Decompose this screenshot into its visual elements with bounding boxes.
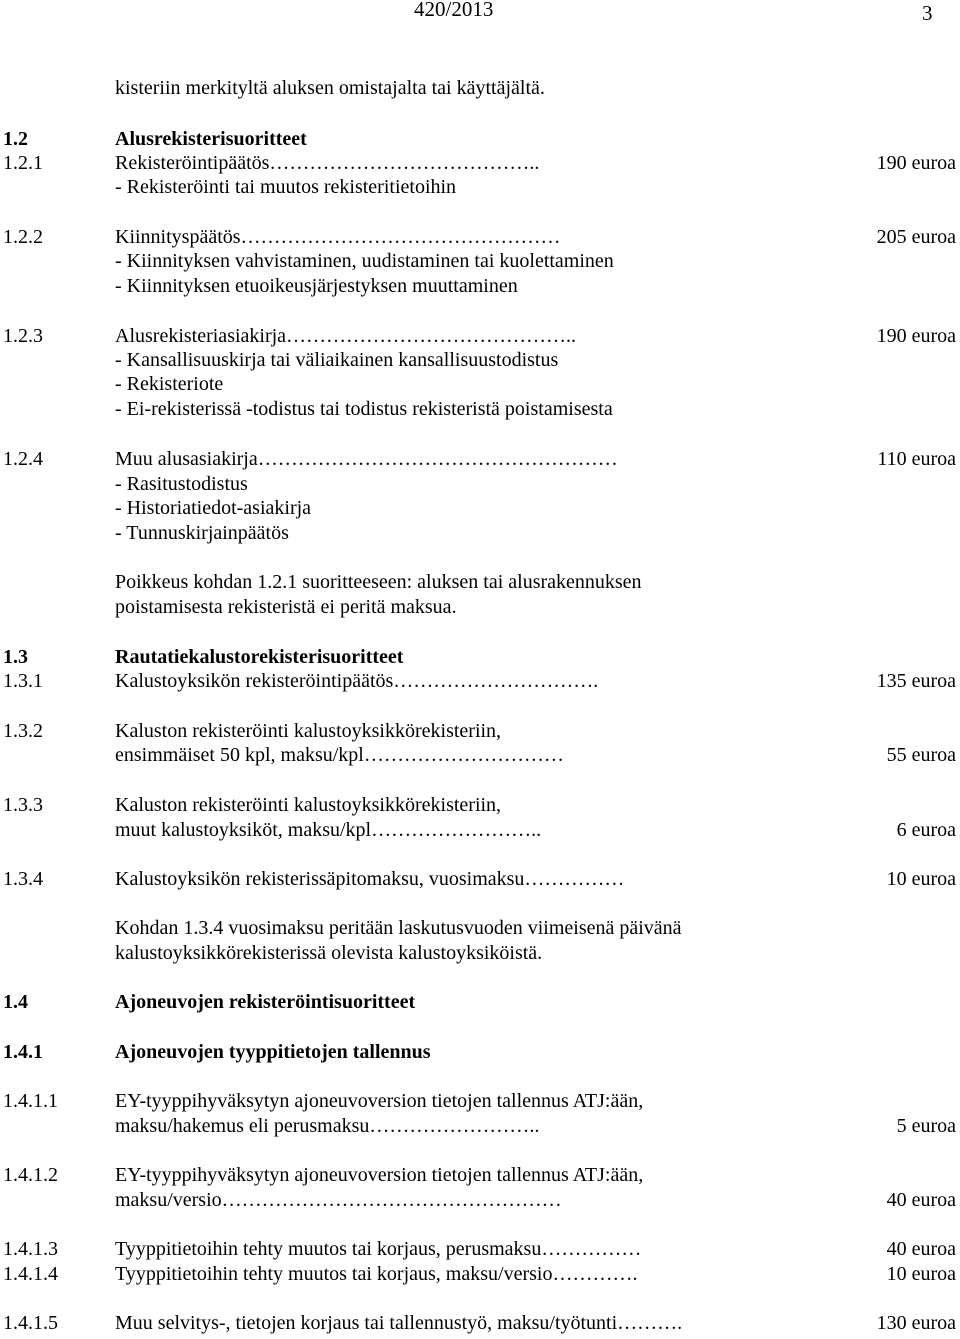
item-price: 40 euroa <box>886 1238 956 1260</box>
item-subline: - Rekisteröinti tai muutos rekisteritietoihin <box>115 176 457 198</box>
item-number: 1.4.1.5 <box>3 1312 58 1334</box>
item-price: 10 euroa <box>886 1263 956 1285</box>
item-subline: - Rekisteriote <box>115 373 224 395</box>
item-price: 205 euroa <box>876 226 956 248</box>
item-number: 1.4.1.4 <box>3 1263 58 1285</box>
item-subline: - Rasitustodistus <box>115 473 248 495</box>
item-price: 110 euroa <box>877 448 956 470</box>
note-text: poistamisesta rekisteristä ei peritä maksua. <box>115 596 457 618</box>
item-text: Alusrekisteriasiakirja…………………………………….. <box>115 325 577 347</box>
item-number: 1.4.1.2 <box>3 1164 58 1186</box>
subsection-title: Ajoneuvojen tyyppitietojen tallennus <box>115 1041 431 1063</box>
item-price: 10 euroa <box>886 868 956 890</box>
item-text: maksu/hakemus eli perusmaksu…………………….. <box>115 1115 540 1137</box>
item-text: maksu/versio…………………………………………… <box>115 1189 562 1211</box>
item-subline: - Ei-rekisterissä -todistus tai todistus rekisteristä poistamisesta <box>115 398 613 420</box>
document-number: 420/2013 <box>414 0 494 21</box>
item-price: 40 euroa <box>886 1189 956 1211</box>
intro-text: kisteriin merkityltä aluksen omistajalta tai käyttäjältä. <box>115 77 545 99</box>
item-subline: - Kiinnityksen etuoikeusjärjestyksen muuttaminen <box>115 275 518 297</box>
item-subline: - Tunnuskirjainpäätös <box>115 522 289 544</box>
item-text: EY-tyyppihyväksytyn ajoneuvoversion tietojen tallennus ATJ:ään, <box>115 1164 644 1186</box>
section-number: 1.2 <box>3 128 28 150</box>
note-text: Poikkeus kohdan 1.2.1 suoritteeseen: aluksen tai alusrakennuksen <box>115 571 642 593</box>
item-text: Rekisteröintipäätös………………………………….. <box>115 152 540 174</box>
subsection-number: 1.4.1 <box>3 1041 43 1063</box>
item-text: Kalustoyksikön rekisteröintipäätös…………………………. <box>115 670 599 692</box>
item-price: 6 euroa <box>896 819 956 841</box>
item-text: Kalustoyksikön rekisterissäpitomaksu, vuosimaksu…………… <box>115 868 625 890</box>
item-text: ensimmäiset 50 kpl, maksu/kpl………………………… <box>115 744 564 766</box>
section-title: Ajoneuvojen rekisteröintisuoritteet <box>115 991 416 1013</box>
item-subline: - Kiinnityksen vahvistaminen, uudistaminen tai kuolettaminen <box>115 250 614 272</box>
section-title: Alusrekisterisuoritteet <box>115 128 307 150</box>
item-price: 5 euroa <box>896 1115 956 1137</box>
item-number: 1.2.1 <box>3 152 43 174</box>
item-subline: - Kansallisuuskirja tai väliaikainen kansallisuustodistus <box>115 349 559 371</box>
item-number: 1.2.3 <box>3 325 43 347</box>
item-price: 190 euroa <box>876 152 956 174</box>
item-number: 1.2.4 <box>3 448 43 470</box>
item-text: Tyyppitietoihin tehty muutos tai korjaus, maksu/versio…………. <box>115 1263 638 1285</box>
item-price: 190 euroa <box>876 325 956 347</box>
item-text: Tyyppitietoihin tehty muutos tai korjaus, perusmaksu…………… <box>115 1238 642 1260</box>
item-text: Kaluston rekisteröinti kalustoyksikkörekisteriin, <box>115 720 502 742</box>
item-price: 55 euroa <box>886 744 956 766</box>
item-text: muut kalustoyksiköt, maksu/kpl…………………….. <box>115 819 542 841</box>
item-text: Muu selvitys-, tietojen korjaus tai tallennustyö, maksu/työtunti………. <box>115 1312 683 1334</box>
item-text: Kaluston rekisteröinti kalustoyksikkörekisteriin, <box>115 794 502 816</box>
item-price: 135 euroa <box>876 670 956 692</box>
item-text: EY-tyyppihyväksytyn ajoneuvoversion tietojen tallennus ATJ:ään, <box>115 1090 644 1112</box>
item-price: 130 euroa <box>876 1312 956 1334</box>
item-number: 1.4.1.1 <box>3 1090 58 1112</box>
item-number: 1.3.3 <box>3 794 43 816</box>
note-text: Kohdan 1.3.4 vuosimaksu peritään laskutusvuoden viimeisenä päivänä <box>115 917 682 939</box>
item-subline: - Historiatiedot-asiakirja <box>115 497 312 519</box>
item-number: 1.2.2 <box>3 226 43 248</box>
section-title: Rautatiekalustorekisterisuoritteet <box>115 646 404 668</box>
item-number: 1.3.1 <box>3 670 43 692</box>
section-number: 1.4 <box>3 991 28 1013</box>
item-text: Muu alusasiakirja……………………………………………… <box>115 448 618 470</box>
item-text: Kiinnityspäätös………………………………………… <box>115 226 561 248</box>
item-number: 1.3.4 <box>3 868 43 890</box>
item-number: 1.4.1.3 <box>3 1238 58 1260</box>
note-text: kalustoyksikkörekisterissä olevista kalustoyksiköistä. <box>115 942 543 964</box>
item-number: 1.3.2 <box>3 720 43 742</box>
section-number: 1.3 <box>3 646 28 668</box>
page-number: 3 <box>922 1 933 25</box>
